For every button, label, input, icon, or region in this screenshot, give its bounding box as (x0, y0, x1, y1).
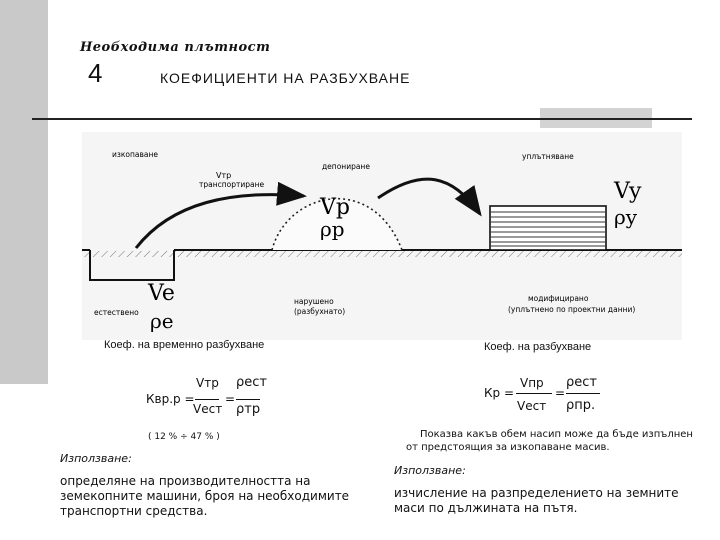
usage-text: определяне на производителността на земекопните машини, броя на необходимите транспортни средства. (60, 474, 350, 518)
symbol-rho-y: ρy (614, 205, 638, 229)
formula-equals: = (555, 386, 566, 400)
formula-numerator-density: ρест (566, 375, 597, 390)
compacted-embankment (490, 206, 606, 250)
usage-text: изчисление на разпределението на земните маси по дължината на пътя. (394, 486, 679, 515)
label-disturbed-note: (разбухнато) (294, 307, 346, 316)
slide-number: 4 (88, 58, 103, 88)
usage-label: Използване: (394, 464, 466, 477)
symbol-vy: Vy (614, 179, 642, 204)
header-divider (32, 118, 692, 120)
formula-numerator-density: ρест (236, 375, 267, 390)
fraction-bar (516, 393, 552, 394)
formula-lhs: Кр = (484, 386, 515, 400)
formula-lhs: Квр.р = (146, 392, 195, 406)
label-modified: модифицирано (528, 294, 589, 303)
symbol-ve: Ve (148, 281, 175, 306)
label-compaction: уплътняване (522, 152, 574, 161)
symbol-vp: Vp (320, 195, 350, 220)
fraction-bar (566, 393, 600, 394)
formula-numerator-volume: Vпр (520, 376, 544, 390)
fraction-bar (236, 399, 260, 400)
label-natural: естествено (94, 308, 139, 317)
swell-range: ( 12 % ÷ 47 % ) (148, 432, 220, 442)
formula-denominator-density: ρпр. (566, 398, 596, 413)
label-depot: депониране (322, 162, 370, 171)
symbol-rho-p: ρp (320, 217, 345, 241)
formula-denominator-volume: Vест (193, 402, 223, 416)
formula-denominator-volume: Vест (517, 399, 547, 413)
temp-swell-title: Коеф. на временно разбухване (104, 339, 265, 351)
fraction-bar (195, 399, 219, 400)
formula-denominator-density: ρтр (236, 402, 261, 417)
slide-title: КОЕФИЦИЕНТИ НА РАЗБУХВАНЕ (160, 70, 411, 86)
swell-title: Коеф. на разбухване (484, 341, 592, 353)
ground-hatching (82, 251, 682, 257)
label-excavation: изкопаване (112, 150, 159, 159)
symbol-rho-e: ρe (150, 309, 174, 333)
usage-label: Използване: (60, 452, 132, 465)
swell-note: Показва какъв обем насип може да бъде изпълнен от предстоящия за изкопаване масив. (406, 429, 693, 453)
swelling-diagram (82, 132, 682, 340)
label-transport-volume: Vтр (216, 171, 232, 180)
slide-subtitle: Необходима плътност (80, 40, 271, 55)
label-modified-note: (уплътнено по проектни данни) (508, 305, 636, 314)
left-sidebar-band (0, 0, 48, 384)
formula-numerator-volume: Vтр (196, 376, 219, 390)
formula-equals: = (225, 392, 236, 406)
label-transported: транспортиране (199, 180, 265, 189)
label-disturbed: нарушено (294, 297, 334, 306)
